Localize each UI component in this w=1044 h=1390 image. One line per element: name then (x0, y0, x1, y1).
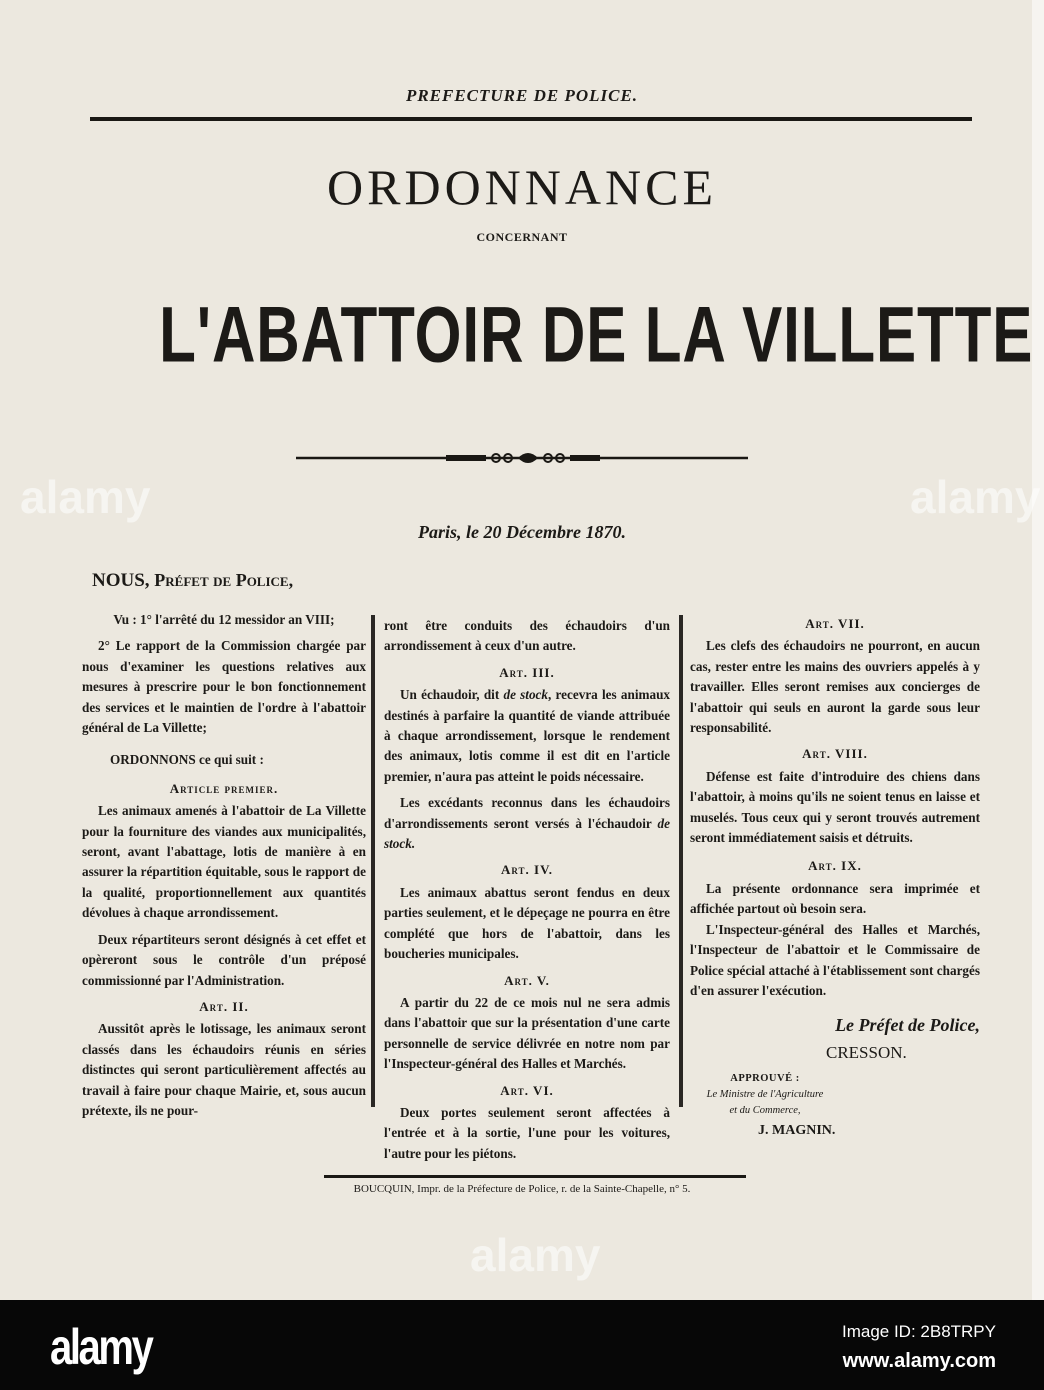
paragraph: Aussitôt après le lotissage, les animaux seront classés dans les échaudoirs réunis en séries distinctes qui seront particulièrement affectés au travail à faire pour chaque Mairie, et, sous aucun prétexte, ils ne pour- (82, 1021, 366, 1118)
paragraph: Deux répartiteurs seront désignés à cet effet et opèreront sous le contrôle d'un préposé commissionné par l'Administration. (82, 931, 366, 988)
paragraph: 2° Le rapport de la Commission chargée par nous d'examiner les questions relatives aux mesures à prescrire pour le bon fonctionnement des services et le maintien de l'ordre à l'abattoir général de La Villette; (82, 638, 366, 736)
watermark: alamy (470, 1229, 601, 1281)
article-heading: Article premier. (169, 780, 279, 796)
minister-line: Le Ministre de l'Agriculture (706, 1089, 824, 1101)
column-2 (384, 616, 670, 1170)
footer-rule (324, 1175, 746, 1178)
ornament-divider (296, 448, 748, 468)
paragraph: Les animaux abattus seront fendus en deux parties seulement, et le dépeçage ne pourra en être complété que hors de l'abattoir, dans les boucheries municipales. (384, 884, 670, 962)
text: Un échaudoir, dit (400, 687, 504, 703)
article-heading: Art. VII. (805, 616, 865, 631)
concernant-label: CONCERNANT (476, 230, 568, 244)
signature-name: CRESSON. (826, 1043, 907, 1063)
article-heading: Art. VI. (500, 1082, 554, 1098)
signature-title: Le Préfet de Police, (835, 1015, 980, 1036)
alamy-logo: alamy (50, 1319, 152, 1375)
article-heading: Art. III. (499, 664, 555, 680)
approuve-label: APPROUVÉ : (730, 1073, 800, 1085)
column-3 (690, 612, 980, 1141)
text: Les excédants reconnus dans les échaudoirs d'arrondissements seront versés à l'échaudoir (384, 795, 670, 831)
document-date: Paris, le 20 Décembre 1870. (418, 522, 626, 542)
approval-block (690, 1071, 840, 1119)
article-heading: Art. V. (504, 972, 550, 988)
image-id: Image ID: 2B8TRPY (841, 1322, 996, 1341)
printer-imprint: BOUCQUIN, Impr. de la Préfecture de Police, r. de la Sainte-Chapelle, n° 5. (353, 1183, 691, 1195)
prefecture-heading: PREFECTURE DE POLICE. (405, 86, 639, 105)
column-divider (371, 615, 375, 1107)
subject-heading (88, 290, 1034, 379)
stock-photo-bar (0, 1300, 1044, 1390)
watermark: alamy (20, 471, 151, 523)
article-heading: Art. IX. (808, 858, 862, 874)
paragraph: Deux portes seulement seront affectées à l'entrée et à la sortie, l'une pour les voitures, l'autre pour les piétons. (384, 1104, 670, 1161)
paragraph (384, 793, 670, 854)
site-url: www.alamy.com (842, 1350, 996, 1372)
text: , recevra les animaux destinés à parfaire la quantité de viande attribuée à chaque arrondissement, lorsque le rendement des animaux, lotis comme il est dit en l'article premier, n'aura pas atteint le poids nécessaire. (384, 687, 670, 784)
paragraph: Les animaux amenés à l'abattoir de La Villette pour la fourniture des viandes aux municipalités, seront, avant l'abattage, lotis de manière à en assurer la répartition équitable, sous le rapport de la qualité, proportionnellement aux quantités dévolues à chaque arrondissement. (82, 803, 366, 921)
column-divider (679, 615, 683, 1107)
top-rule (90, 117, 972, 121)
text-italic: de stock. (384, 815, 670, 852)
vu-paragraph: Vu : 1° l'arrêté du 12 messidor an VIII; (113, 612, 335, 627)
preamble-heading (92, 570, 293, 592)
nous-text: NOUS, (92, 570, 150, 591)
paragraph: ront être conduits des échaudoirs d'un arrondissement à ceux d'un autre. (384, 618, 670, 654)
article-heading: Art. II. (199, 998, 249, 1014)
article-heading: Art. IV. (500, 862, 554, 878)
paragraph: A partir du 22 de ce mois nul ne sera admis dans l'abattoir que sur la présentation d'une carte personnelle de service délivrée en notre nom par l'Inspecteur-général des Halles et Marchés. (384, 994, 670, 1072)
text-italic: de stock (503, 687, 549, 703)
ordonnons-line: ORDONNONS ce qui suit : (110, 752, 264, 768)
paragraph: Les clefs des échaudoirs ne pourront, en aucun cas, rester entre les mains des ouvriers appelés à y travailler. Elles seront remises aux concierges de l'abattoir qui seuls en auront la garde sous leur responsabilité. (690, 638, 980, 736)
document-title: ORDONNANCE (327, 159, 717, 215)
minister-name: J. MAGNIN. (758, 1123, 836, 1139)
column-1 (82, 610, 366, 1127)
paragraph (384, 685, 670, 787)
watermark: alamy (910, 471, 1041, 523)
paragraph: La présente ordonnance sera imprimée et affichée partout où besoin sera. (690, 880, 980, 917)
prefet-text: Préfet de Police, (154, 570, 294, 590)
paragraph: L'Inspecteur-général des Halles et Marchés, l'Inspecteur de l'abattoir et le Commissaire de Police spécial attaché à l'établissement sont chargés d'en assurer l'exécution. (690, 921, 980, 998)
minister-line: et du Commerce, (729, 1105, 801, 1117)
article-heading: Art. VIII. (802, 746, 868, 762)
subject-text: L'ABATTOIR DE LA VILLETTE (159, 291, 1034, 379)
paragraph: Défense est faite d'introduire des chiens dans l'abattoir, à moins qu'ils ne soient tenus en laisse et muselés. Tous ceux qui y seront trouvés autrement seront immédiatement saisis et détruits. (690, 768, 980, 846)
